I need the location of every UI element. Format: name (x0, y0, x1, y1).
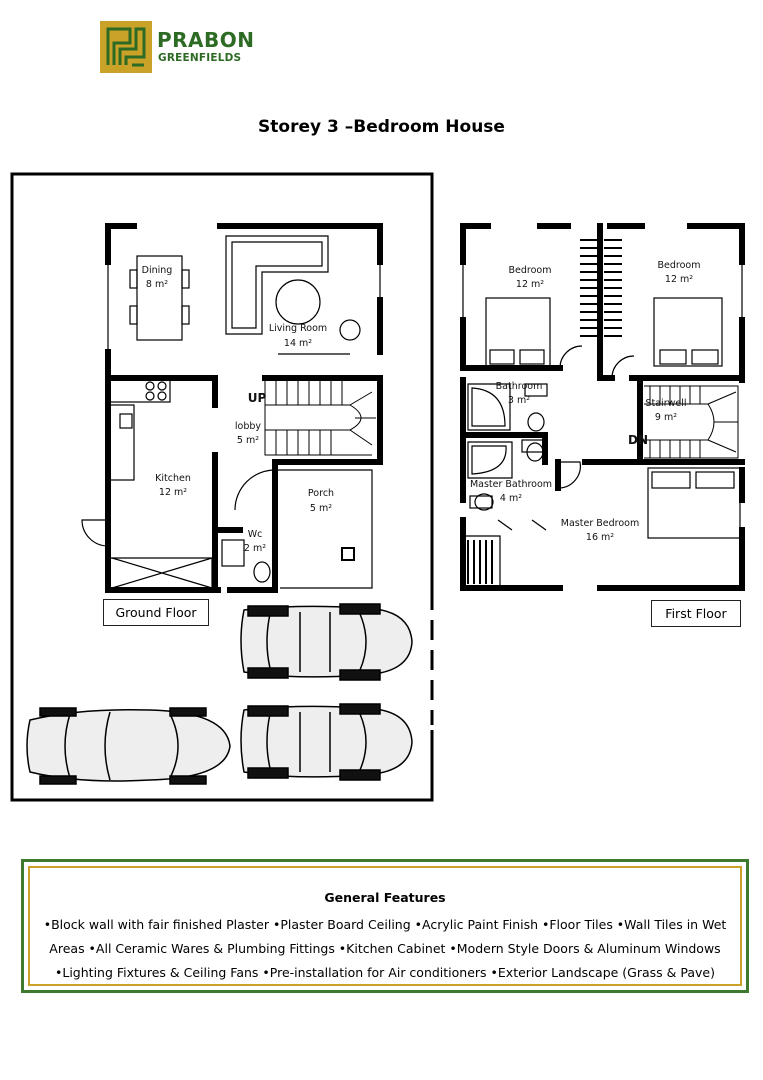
room-master-bedroom-name: Master Bedroom (560, 518, 640, 529)
room-dining-area: 8 m² (145, 279, 169, 290)
first-floor-room-labels (470, 260, 701, 543)
brand-subname: GREENFIELDS (158, 52, 242, 64)
room-bedroom-2-name: Bedroom (657, 260, 701, 271)
general-features-inner-border (28, 866, 742, 986)
room-living-area: 14 m² (283, 338, 313, 349)
room-wc-area: 2 m² (243, 543, 267, 554)
room-stairwell-name: Stairwell (645, 398, 687, 409)
general-features-box (21, 859, 749, 993)
car-top-view-1 (241, 604, 412, 680)
general-features-text: •Block wall with fair finished Plaster •Plaster Board Ceiling •Acrylic Paint Finish •Floor Tiles •Wall Tiles in Wet Areas •All Ceramic Wares & Plumbing Fittings •Kitchen Cabinet •Modern Style Doors & Aluminum Windows •Lighting Fixtures & Ceiling Fans •Pre-installation for Air conditioners •Exterior Landscape (Grass & Pave) (43, 917, 727, 980)
car-top-view-3 (27, 708, 230, 784)
ground-floor-label: Ground Floor (103, 599, 209, 626)
room-dining-name: Dining (141, 265, 173, 276)
ground-floor-stairs (265, 380, 376, 455)
room-master-bedroom-area: 16 m² (585, 532, 615, 543)
room-master-bathroom-name: Master Bathroom (469, 479, 553, 490)
room-porch-name: Porch (307, 488, 335, 499)
room-living-name: Living Room (268, 323, 328, 334)
ground-floor-thin-walls (82, 262, 380, 588)
stair-up-label: UP (247, 391, 267, 405)
stair-down-label: DN (627, 433, 649, 447)
room-bedroom-1-name: Bedroom (508, 265, 552, 276)
room-kitchen-area: 12 m² (158, 487, 188, 498)
ground-floor-room-labels (142, 265, 334, 554)
brand-name: PRABON (157, 28, 255, 52)
car-top-view-2 (241, 704, 412, 780)
room-bathroom-name: Bathroom (495, 381, 543, 392)
room-master-bathroom-area: 4 m² (499, 493, 523, 504)
room-bathroom-area: 3 m² (507, 395, 531, 406)
room-bedroom-1-area: 12 m² (515, 279, 545, 290)
page-title: Storey 3 –Bedroom House (258, 117, 505, 137)
room-lobby-area: 5 m² (236, 435, 260, 446)
room-kitchen-name: Kitchen (155, 473, 191, 484)
room-porch-area: 5 m² (309, 503, 333, 514)
room-wc-name: Wc (247, 529, 263, 540)
first-floor-label: First Floor (651, 600, 741, 627)
room-bedroom-2-area: 12 m² (664, 274, 694, 285)
room-lobby-name: lobby (234, 421, 262, 432)
general-features-title: General Features (324, 890, 446, 905)
room-stairwell-area: 9 m² (654, 412, 678, 423)
